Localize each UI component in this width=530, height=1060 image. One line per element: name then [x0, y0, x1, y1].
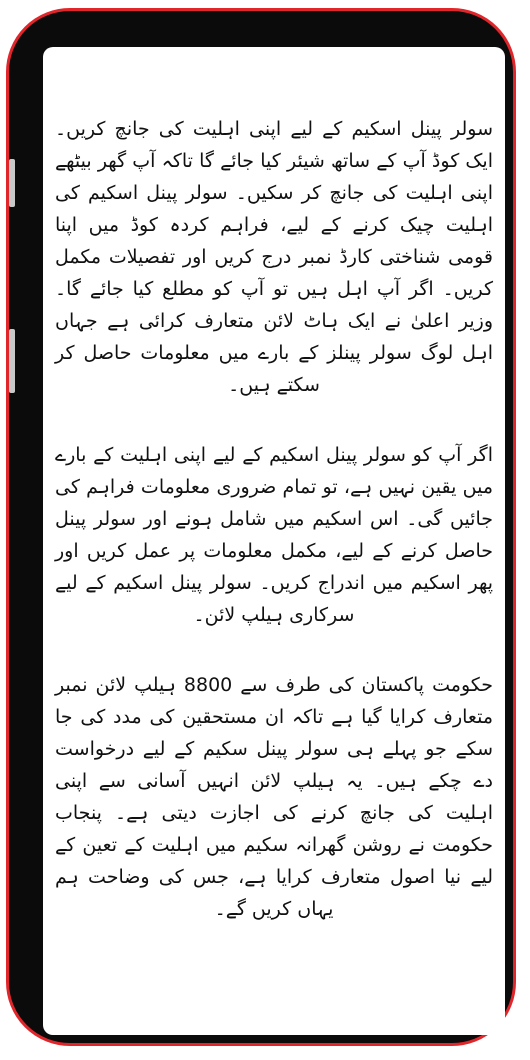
phone-side-button [9, 329, 15, 393]
phone-side-button [9, 159, 15, 207]
phone-screen [43, 47, 505, 1035]
article-paragraph: سولر پینل اسکیم کے لیے اپنی اہلیت کی جانچ کریں۔ ایک کوڈ آپ کے ساتھ شیئر کیا جائے گا تاکہ آپ گھر بیٹھے اپنی اہلیت کی جانچ کر سکیں۔ سولر پینل اسکیم کی اہلیت چیک کرنے کے لیے، فراہم کردہ کوڈ میں اپنا قومی شناختی کارڈ نمبر درج کریں اور تفصیلات مکمل کریں۔ اگر آپ اہل ہیں تو آپ کو مطلع کیا جائے گا۔ وزیر اعلیٰ نے ایک ہاٹ لائن متعارف کرائی ہے جہاں اہل لوگ سولر پینلز کے بارے میں معلومات حاصل کر سکتے ہیں۔ [55, 118, 493, 396]
article-paragraph: اگر آپ کو سولر پینل اسکیم کے لیے اپنی اہلیت کے بارے میں یقین نہیں ہے، تو تمام ضروری معلومات فراہم کی جائیں گی۔ اس اسکیم میں شامل ہونے اور سولر پینل حاصل کرنے کے لیے، مکمل معلومات پر عمل کریں اور پھر اسکیم میں اندراج کریں۔ سولر پینل اسکیم کے لیے سرکاری ہیلپ لائن۔ [55, 444, 493, 626]
article-paragraph: حکومت پاکستان کی طرف سے 8800 ہیلپ لائن نمبر متعارف کرایا گیا ہے تاکہ ان مستحقین کی مدد کی جا سکے جو پہلے ہی سولر پینل سکیم کے لیے درخواست دے چکے ہیں۔ یہ ہیلپ لائن انہیں آسانی سے اپنی اہلیت کی جانچ کرنے کی اجازت دیتی ہے۔ پنجاب حکومت نے روشن گھرانہ سکیم میں اہلیت کے تعین کے لیے نیا اصول متعارف کرایا ہے، جس کی وضاحت ہم یہاں کریں گے۔ [55, 674, 493, 920]
phone-frame [6, 8, 516, 1046]
article-body [55, 113, 493, 963]
